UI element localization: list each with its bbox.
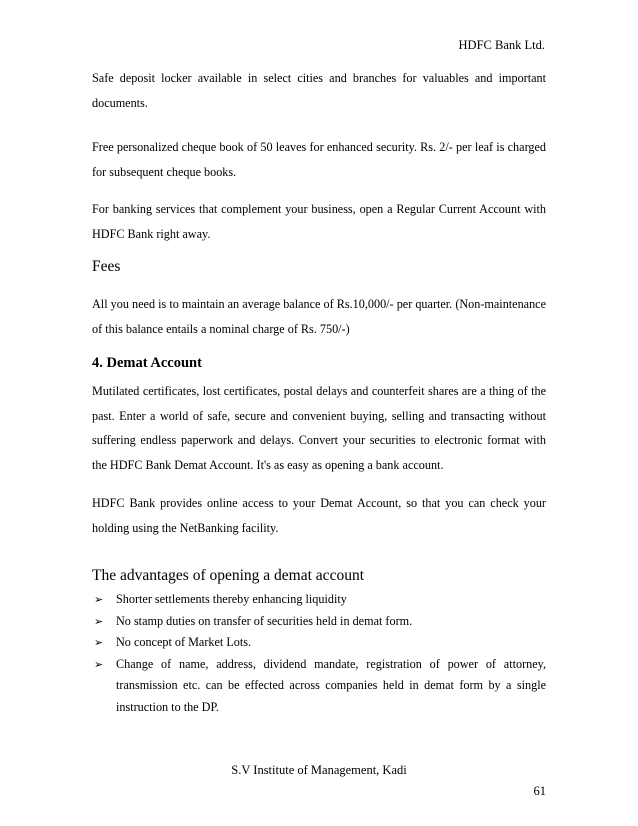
list-item-text: Change of name, address, dividend mandate, registration of power of attorney, transmission etc. can be effected across companies held in demat form by a single instruction to the DP. — [116, 656, 546, 714]
demat-intro: Mutilated certificates, lost certificates, postal delays and counterfeit shares are a thing of the past. Enter a world of safe, secure and convenient buying, selling and transacting without suffering endless paperwork and delays. Convert your securities to electronic format with the HDFC Bank Demat Account. It's as easy as opening a bank account. — [92, 384, 546, 472]
list-item-text: No stamp duties on transfer of securities held in demat form. — [116, 613, 413, 628]
list-item — [92, 611, 546, 633]
page-number: 61 — [533, 784, 546, 798]
advantages-list — [92, 589, 546, 718]
advantages-heading: The advantages of opening a demat account — [92, 567, 364, 584]
page-footer: S.V Institute of Management, Kadi — [231, 763, 407, 777]
page-header: HDFC Bank Ltd. — [458, 38, 545, 52]
arrow-bullet-icon: ➢ — [94, 657, 104, 671]
paragraph-current-account: For banking services that complement your business, open a Regular Current Account with HDFC Bank right away. — [92, 202, 546, 241]
demat-heading: 4. Demat Account — [92, 355, 202, 371]
list-item-text: No concept of Market Lots. — [116, 635, 252, 649]
list-item — [92, 632, 546, 654]
paragraph-locker: Safe deposit locker available in select cities and branches for valuables and important documents. — [92, 71, 546, 110]
list-item — [92, 654, 546, 719]
paragraph-cheque-book: Free personalized cheque book of 50 leaves for enhanced security. Rs. 2/- per leaf is charged for subsequent cheque books. — [92, 140, 546, 179]
arrow-bullet-icon: ➢ — [94, 593, 104, 606]
demat-online-access: HDFC Bank provides online access to your Demat Account, so that you can check your holding using the NetBanking facility. — [92, 496, 546, 535]
arrow-bullet-icon: ➢ — [94, 636, 104, 649]
fees-text: All you need is to maintain an average balance of Rs.10,000/- per quarter. (Non-maintenance of this balance entails a nominal charge of Rs. 750/-) — [92, 297, 546, 336]
list-item — [92, 589, 546, 611]
list-item-text: Shorter settlements thereby enhancing liquidity — [116, 592, 347, 606]
fees-heading: Fees — [92, 258, 121, 275]
arrow-bullet-icon: ➢ — [94, 614, 104, 628]
